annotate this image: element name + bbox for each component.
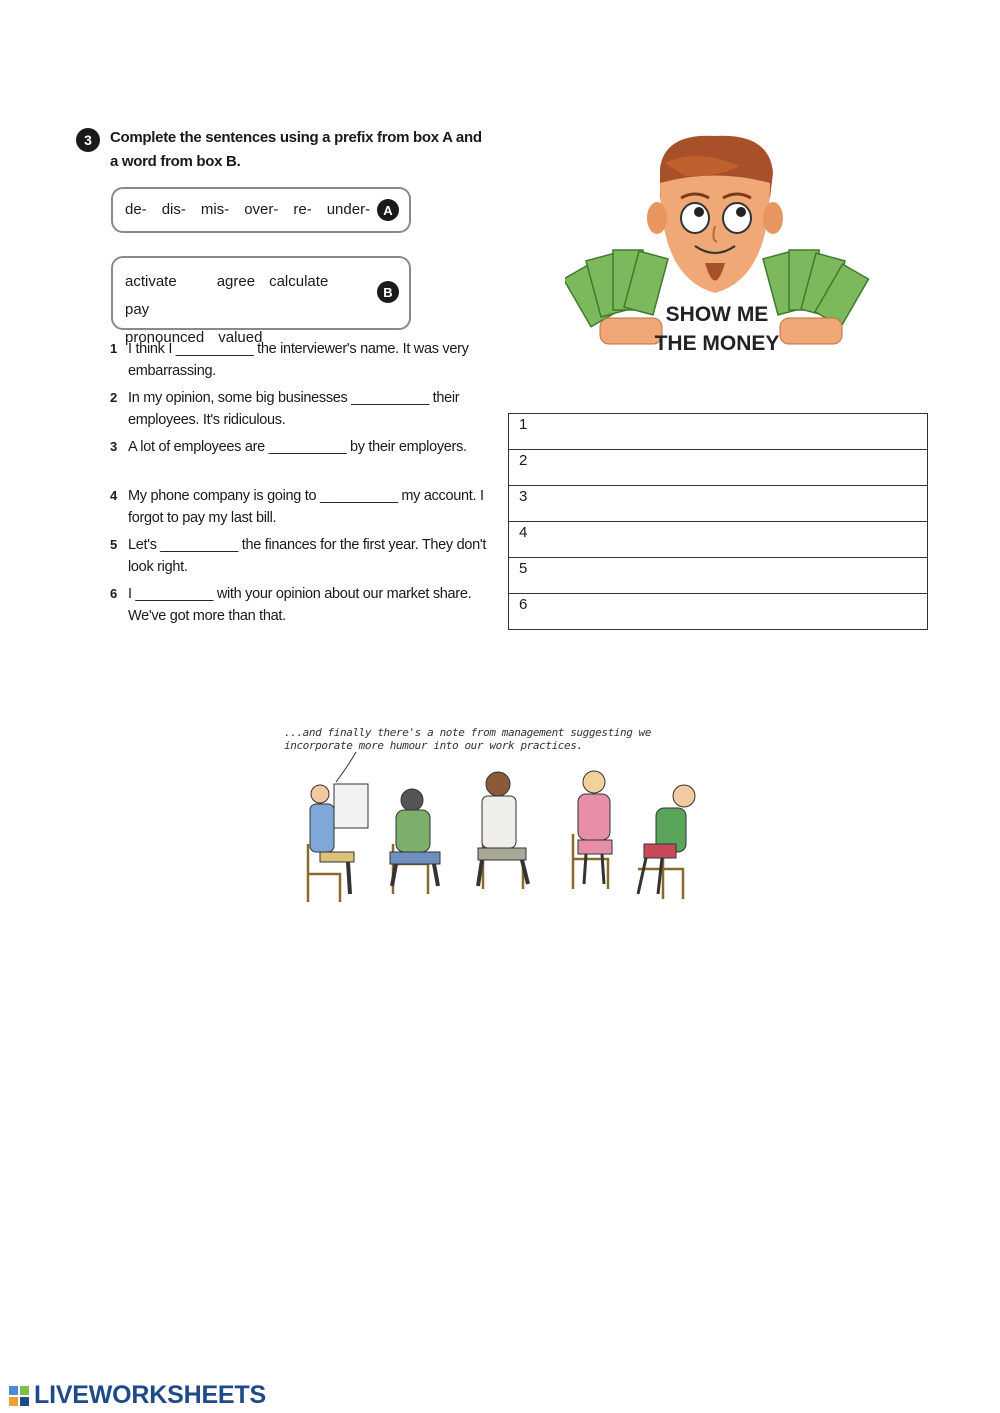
answer-row[interactable] xyxy=(509,450,928,486)
box-a xyxy=(111,187,411,233)
brand-name: LIVEWORKSHEETS xyxy=(34,1381,266,1409)
prefix-list xyxy=(125,201,370,218)
answer-cell[interactable]: 2 xyxy=(509,450,928,486)
footer-brand xyxy=(8,1381,266,1410)
prefix-item: under- xyxy=(326,201,371,218)
answer-cell[interactable]: 4 xyxy=(509,522,928,558)
sentence-number: 5 xyxy=(110,537,117,552)
sentence-number: 2 xyxy=(110,390,117,405)
sentence-text: In my opinion, some big businesses __________ their employees. It's ridiculous. xyxy=(128,390,460,428)
answer-row[interactable] xyxy=(509,594,928,630)
office-cartoon xyxy=(278,724,720,912)
exercise-number-badge: 3 xyxy=(76,128,100,152)
word-item: calculate xyxy=(269,273,329,290)
word-item: agree xyxy=(216,273,256,290)
prefix-item: over- xyxy=(244,201,279,218)
sentence-item xyxy=(110,534,500,583)
answer-cell[interactable]: 6 xyxy=(509,594,928,630)
box-b-badge: B xyxy=(377,281,399,303)
cartoon-figures xyxy=(278,724,720,912)
prefix-item: de- xyxy=(125,201,147,218)
show-me-the-money-illustration xyxy=(565,128,870,360)
prefix-item: mis- xyxy=(200,201,230,218)
answer-row[interactable] xyxy=(509,522,928,558)
word-item: pay xyxy=(125,301,150,318)
sentence-text: I think I __________ the interviewer's name. It was very embarrassing. xyxy=(128,341,469,379)
answer-cell[interactable]: 1 xyxy=(509,414,928,450)
word-item: activate xyxy=(125,273,177,290)
word-item: pronounced xyxy=(125,329,205,346)
money-text-line2: THE MONEY xyxy=(654,332,780,355)
cartoon-caption: ...and finally there's a note from management suggesting we incorporate more humour into our work practices. xyxy=(284,726,652,752)
word-item: valued xyxy=(218,329,263,346)
prefix-item: dis- xyxy=(161,201,186,218)
exercise-instruction: Complete the sentences using a prefix from box A and a word from box B. xyxy=(110,129,482,170)
sentence-item xyxy=(110,387,500,436)
answer-row[interactable] xyxy=(509,414,928,450)
sentence-number: 1 xyxy=(110,341,117,356)
sentence-number: 3 xyxy=(110,439,117,454)
sentence-list xyxy=(110,338,500,632)
answer-table xyxy=(508,413,928,630)
sentence-number: 6 xyxy=(110,586,117,601)
sentence-number: 4 xyxy=(110,488,117,503)
sentence-text: A lot of employees are __________ by their employers. xyxy=(128,439,467,455)
answer-cell[interactable]: 3 xyxy=(509,486,928,522)
sentence-text: My phone company is going to __________ my account. I forgot to pay my last bill. xyxy=(128,488,484,526)
sentence-text: I __________ with your opinion about our market share. We've got more than that. xyxy=(128,586,472,624)
liveworksheets-logo-icon xyxy=(8,1385,30,1407)
answer-row[interactable] xyxy=(509,486,928,522)
answer-cell[interactable]: 5 xyxy=(509,558,928,594)
answer-row[interactable] xyxy=(509,558,928,594)
box-b xyxy=(111,256,411,346)
money-text-line1: SHOW ME xyxy=(665,303,769,326)
sentence-item xyxy=(110,436,500,485)
sentence-item xyxy=(110,338,500,387)
sentence-item xyxy=(110,485,500,534)
sentence-item xyxy=(110,583,500,632)
box-a-badge: A xyxy=(377,199,399,221)
sentence-text: Let's __________ the finances for the first year. They don't look right. xyxy=(128,537,487,575)
prefix-item: re- xyxy=(293,201,312,218)
